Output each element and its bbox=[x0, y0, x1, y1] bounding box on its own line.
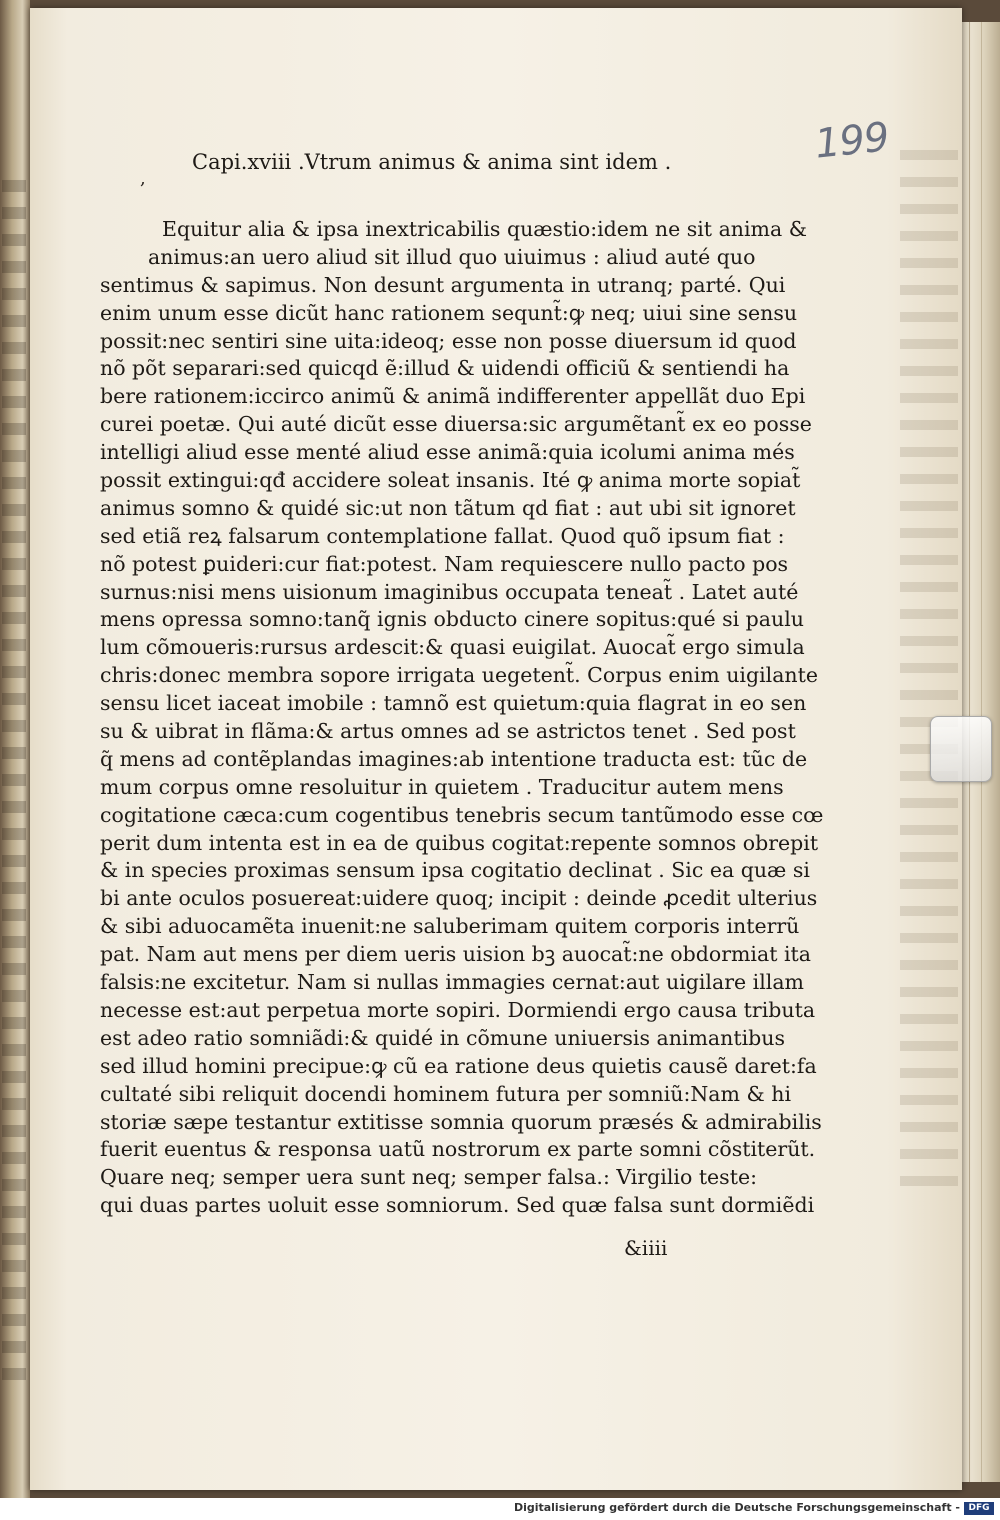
text-line: chris:donec membra sopore irrigata uegetent̃. Corpus enim uigilante bbox=[100, 663, 819, 688]
text-line: su & uibrat in flãma:& artus omnes ad se astrictos tenet . Sed post bbox=[100, 719, 796, 744]
footer-bar bbox=[0, 1498, 1000, 1520]
dfg-logo: DFG bbox=[964, 1502, 994, 1515]
text-line: pat. Nam aut mens per diem ueris uision bꝫ auocat̃:ne obdormiat ita bbox=[100, 942, 811, 967]
text-line: cogitatione cæca:cum cogentibus tenebris secum tantũmodo esse cœ bbox=[100, 802, 824, 827]
text-line: sentimus & sapimus. Non desunt argumenta in utranq; parté. Qui bbox=[100, 272, 786, 297]
text-line: fuerit euentus & responsa uatũ nostrorum ex parte somni cõstiterũt. bbox=[100, 1137, 816, 1162]
folio-number: 199 bbox=[812, 114, 891, 168]
show-through-text bbox=[900, 150, 958, 1200]
text-line: bi ante oculos posuereat:uidere quoq; incipit : deinde ꝓcedit ulterius bbox=[100, 886, 818, 911]
text-line: intelligi aliud esse menté aliud esse animã:quia icolumi anima més bbox=[100, 440, 795, 465]
text-line: animus:an uero aliud sit illud quo uiuimus : aliud auté quo bbox=[148, 244, 756, 269]
text-line: storiæ sæpe testantur extitisse somnia quorum præsés & admirabilis bbox=[100, 1109, 822, 1134]
text-line: curei poetæ. Qui auté dicũt esse diuersa:sic argumẽtant̃ ex eo posse bbox=[100, 412, 812, 437]
text-line: cultaté sibi reliquit docendi hominem futura per somniũ:Nam & hi bbox=[100, 1081, 791, 1106]
text-line: animus somno & quidé sic:ut non tãtum qd fiat : aut ubi sit ignoret bbox=[100, 495, 796, 520]
text-line: mens opressa somno:tanq̃ ignis obducto cinere sopitus:qué si paulu bbox=[100, 607, 804, 632]
text-line: nõ potest ꝑuideri:cur fiat:potest. Nam requiescere nullo pacto pos bbox=[100, 551, 789, 576]
text-line: sed illud homini precipue:ꝙ cũ ea ratione deus quietis causẽ daret:fa bbox=[100, 1053, 817, 1078]
text-line: surnus:nisi mens uisionum imaginibus occupata teneat̃ . Latet auté bbox=[100, 579, 799, 604]
previous-page-edge bbox=[0, 0, 30, 1498]
text-line: & in species proximas sensum ipsa cogitatio declinat . Sic ea quæ si bbox=[100, 858, 810, 883]
margin-mark: , bbox=[140, 168, 146, 189]
text-line: possit extingui:qđ accidere soleat insanis. Ité ꝙ anima morte sopiat̃ bbox=[100, 468, 801, 493]
text-line: Quare neq; semper uera sunt neq; semper falsa.: Virgilio teste: bbox=[100, 1165, 757, 1190]
text-line: mum corpus omne resoluitur in quietem . Traducitur autem mens bbox=[100, 774, 784, 799]
text-line: sed etiã reꝝ falsarum contemplatione fallat. Quod quõ ipsum fiat : bbox=[100, 523, 785, 548]
text-line: nõ põt separari:sed quicqd ẽ:illud & uidendi officiũ & sentiendi ha bbox=[100, 356, 790, 381]
text-line: Equitur alia & ipsa inextricabilis quæstio:idem ne sit anima & bbox=[162, 217, 807, 241]
chapter-heading: Capi.xviii .Vtrum animus & anima sint idem . bbox=[192, 150, 672, 174]
text-line: sensu licet iaceat imobile : tamnõ est quietum:quia flagrat in eo sen bbox=[100, 691, 807, 716]
text-line: & sibi aduocamẽta inuenit:ne saluberimam quitem corporis interrũ bbox=[100, 914, 800, 939]
text-line: falsis:ne excitetur. Nam si nullas immagies cernat:aut uigilare illam bbox=[100, 970, 804, 995]
text-line: necesse est:aut perpetua morte sopiri. Dormiendi ergo causa tributa bbox=[100, 997, 816, 1022]
text-line: perit dum intenta est in ea de quibus cogitat:repente somnos obrepit bbox=[100, 830, 819, 855]
catchword: &iiii bbox=[624, 1236, 668, 1260]
text-line: bere rationem:iccirco animũ & animã indifferenter appellãt duo Epi bbox=[100, 384, 806, 409]
text-line: possit:nec sentiri sine uita:ideoq; esse non posse diuersum id quod bbox=[100, 328, 797, 353]
funding-credit: Digitalisierung gefördert durch die Deutsche Forschungsgemeinschaft - bbox=[513, 1501, 960, 1514]
text-line: enim unum esse dicũt hanc rationem sequnt̃:ꝙ neq; uiui sine sensu bbox=[100, 300, 798, 325]
text-line: lum cõmoueris:rursus ardescit:& quasi euigilat. Auocat̃ ergo simula bbox=[100, 635, 805, 660]
page-clip bbox=[930, 716, 992, 782]
previous-page-text-fragment bbox=[2, 180, 26, 1380]
text-line: qui duas partes uoluit esse somniorum. Sed quæ falsa sunt dormiẽdi bbox=[100, 1193, 815, 1218]
body-text bbox=[100, 216, 824, 1220]
text-line: q̃ mens ad contẽplandas imagines:ab intentione traducta est: tũc de bbox=[100, 746, 808, 771]
text-line: est adeo ratio somniãdi:& quidé in cõmune uniuersis animantibus bbox=[100, 1025, 785, 1050]
